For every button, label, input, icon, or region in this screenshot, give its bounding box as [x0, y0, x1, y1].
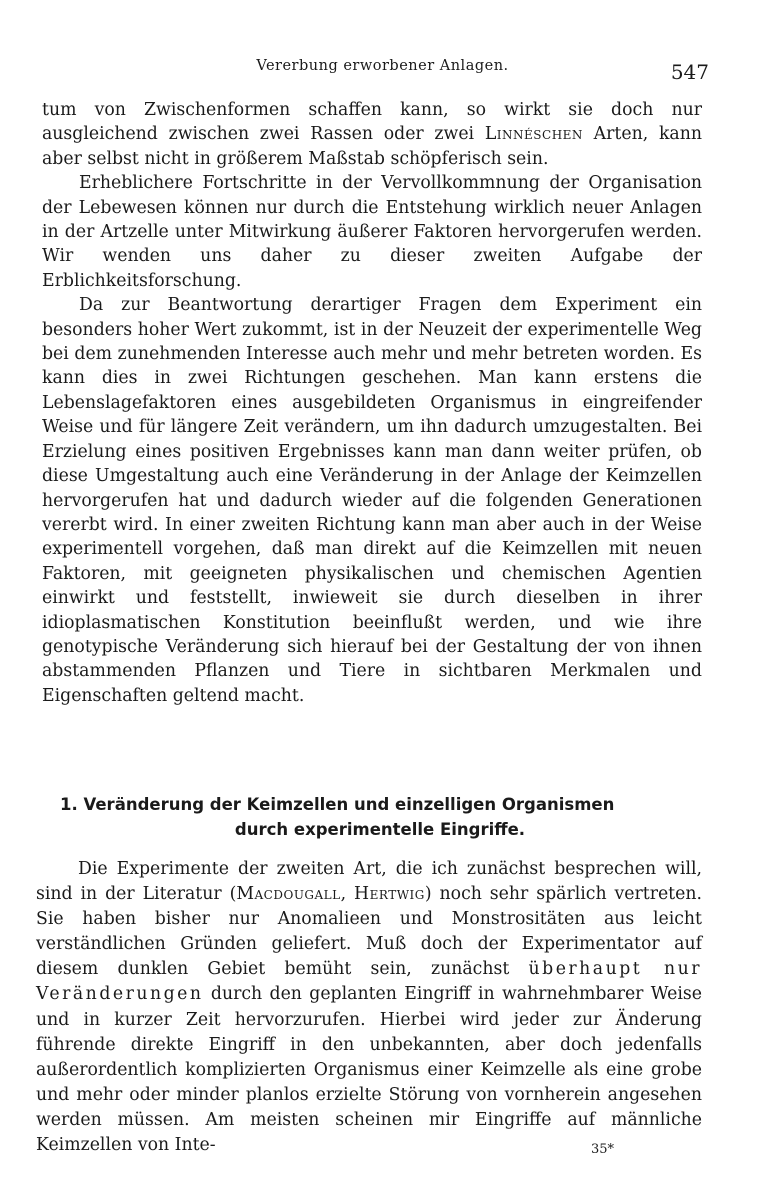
paragraph-1-text-end: Arten, kann aber selbst nicht in größerem Maßstab schöpferisch sein. — [42, 124, 702, 169]
section-heading-line-2: durch experimentelle Eingriffe. — [234, 819, 526, 839]
author-name-linne: Linnéschen — [484, 124, 583, 145]
author-name-macdougall: Macdougall — [236, 884, 341, 905]
paragraph-3: Da zur Beantwortung derartiger Fragen dem Experiment ein besonders hoher Wert zukommt, ist in der Neuzeit der experimentelle Weg bei dem zunehmenden Interesse auch mehr und mehr betreten worden. Es kann dies in zwei Richtungen geschehen. Man kann erstens die Lebenslagefaktoren eines ausgebildeten Organismus in eingreifender Weise und für längere Zeit verändern, um ihn dadurch umzugestalten. Bei Erzielung eines positiven Ergebnisses kann man dann weiter prüfen, ob diese Umgestaltung auch eine Veränderung in der Anlage der Keimzellen hervorgerufen hat und dadurch wieder auf die folgenden Generationen vererbt wird. In einer zweiten Richtung kann man aber auch in der Weise experimentell vorgehen, daß man direkt auf die Keimzellen mit neuen Faktoren, mit geeigneten physikalischen und chemischen Agentien einwirkt und feststellt, inwieweit sie durch dieselben in ihrer idioplasmatischen Konstitution beeinflußt werden, und wie ihre genotypische Veränderung sich hierauf bei der Gestaltung der von ihnen abstammenden Pflanzen und Tiere in sichtbaren Merkmalen und Eigenschaften geltend macht. — [42, 295, 702, 706]
section-heading — [60, 793, 700, 842]
section-paragraph — [36, 857, 702, 1158]
section-text-part: ) noch sehr spärlich vertreten. Sie haben bisher nur Anomalieen und Monstrositäten aus leicht verständlichen Gründen geliefert. Muß doch der Experimentator auf diesem dunklen Gebiet bemüht sein, zunächst — [36, 884, 702, 980]
body-text — [42, 98, 702, 708]
sheet-signature: 35* — [591, 1142, 615, 1157]
author-name-hertwig: Hertwig — [354, 884, 425, 905]
section-text-part: durch den geplanten Eingriff in wahrnehmbarer Weise und in kurzer Zeit hervorzurufen. Hierbei wird jeder zur Änderung führende direkte Eingriff in den unbekannten, aber doch jedenfalls außerordentlich komplizierten Organismus einer Keimzelle als eine grobe und mehr oder minder planlos erzielte Störung von vornherein angesehen werden müssen. Am meisten scheinen mir Eingriffe auf männliche Keimzellen von Inte- — [36, 984, 702, 1156]
section-heading-line-1: 1. Veränderung der Keimzellen und einzelligen Organismen — [60, 795, 615, 814]
section-text-part: , — [340, 884, 355, 905]
page-number: 547 — [670, 60, 709, 84]
spaced-emphasis: überhaupt nur Veränderungen — [36, 959, 702, 1005]
running-head: Vererbung erworbener Anlagen. — [256, 58, 509, 74]
section-body — [36, 857, 702, 1158]
paragraph-1 — [42, 98, 702, 171]
section-text-part: Die Experimente der zweiten Art, die ich zunächst besprechen will, sind in der Literatur ( — [36, 859, 702, 905]
paragraph-2: Erheblichere Fortschritte in der Vervollkommnung der Organisation der Lebewesen können nur durch die Entstehung wirklich neuer Anlagen in der Artzelle unter Mitwirkung äußerer Faktoren hervorgerufen werden. Wir wenden uns daher zu dieser zweiten Aufgabe der Erblichkeitsforschung. — [42, 173, 702, 291]
paragraph-1-text: tum von Zwischenformen schaffen kann, so wirkt sie doch nur ausgleichend zwischen zwei Rassen oder zwei — [42, 100, 702, 145]
